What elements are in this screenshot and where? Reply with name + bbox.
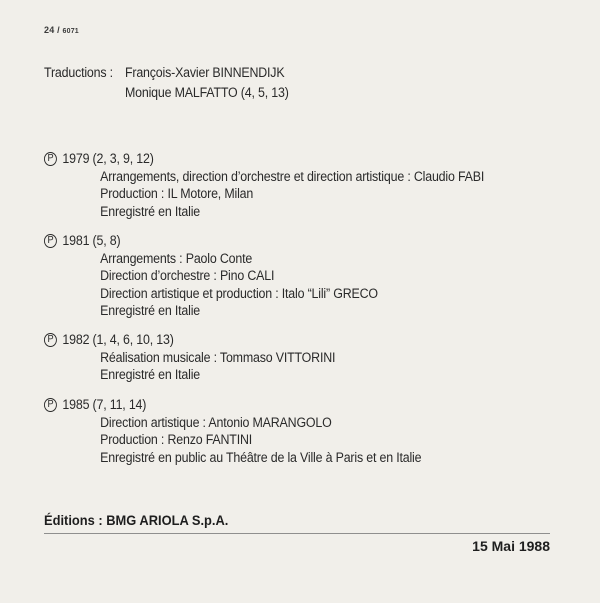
phonogram-copyright-icon: P (44, 152, 57, 166)
credit-line: Enregistré en Italie (100, 303, 200, 318)
publication-date: 15 Mai 1988 (472, 538, 550, 554)
page-code (44, 25, 79, 35)
credit-year: 1979 (2, 3, 9, 12) (62, 151, 154, 166)
credit-block-1981 (44, 232, 378, 320)
credit-line: Enregistré en Italie (100, 203, 200, 219)
credit-block-1979 (44, 150, 484, 220)
credit-line: Direction artistique et production : Italo “Lili” GRECO (100, 285, 378, 301)
credit-line: Arrangements : Paolo Conte (100, 250, 253, 266)
credit-line: Enregistré en public au Théâtre de la Ville à Paris et en Italie (100, 449, 422, 465)
phonogram-copyright-icon: P (44, 234, 57, 248)
credit-line: Arrangements, direction d’orchestre et direction artistique : Claudio FABI (100, 168, 485, 184)
translations-credit (44, 63, 289, 103)
translator-name: Monique MALFATTO (4, 5, 13) (124, 85, 289, 100)
credit-block-1985 (44, 396, 421, 466)
credit-line: Production : Renzo FANTINI (100, 432, 253, 447)
divider (44, 533, 550, 534)
credit-year: 1982 (1, 4, 6, 10, 13) (62, 332, 174, 347)
publisher-editions: Éditions : BMG ARIOLA S.p.A. (44, 512, 229, 528)
credit-year: 1981 (5, 8) (62, 233, 121, 248)
translations-label: Traductions : (44, 65, 113, 80)
credit-line: Réalisation musicale : Tommaso VITTORINI (100, 349, 336, 365)
page-code-sub: 6071 (62, 28, 79, 35)
credit-line: Enregistré en Italie (100, 367, 200, 382)
page-code-main: 24 / (44, 25, 63, 35)
credit-block-1982 (44, 331, 335, 384)
phonogram-copyright-icon: P (44, 398, 57, 412)
credit-year: 1985 (7, 11, 14) (62, 397, 147, 412)
credit-line: Direction artistique : Antonio MARANGOLO (100, 414, 332, 430)
phonogram-copyright-icon: P (44, 333, 57, 347)
credit-line: Production : IL Motore, Milan (100, 186, 254, 201)
translator-name: François-Xavier BINNENDIJK (124, 65, 285, 80)
credit-line: Direction d’orchestre : Pino CALI (100, 268, 275, 283)
